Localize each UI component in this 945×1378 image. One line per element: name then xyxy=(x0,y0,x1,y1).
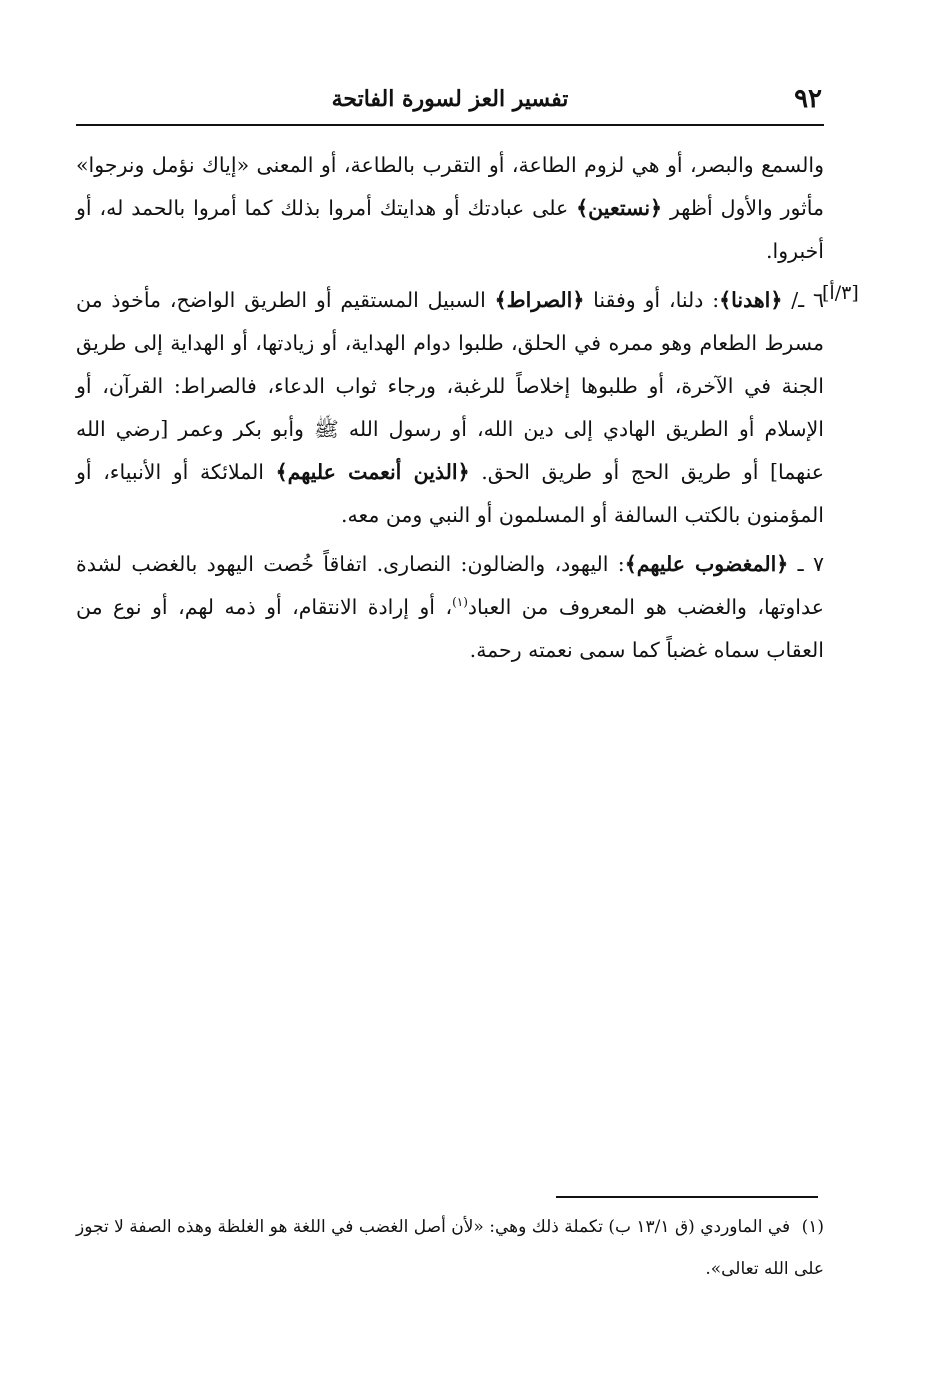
paragraph-1 xyxy=(76,144,824,273)
paragraph-text: ، أو إرادة الانتقام، أو ذمه لهم، أو نوع من العقاب سماه غضباً كما سمى نعمته رحمة. xyxy=(76,595,824,662)
paragraph-text: : دلنا، أو وفقنا xyxy=(584,288,720,312)
folio-marker: [٣/أ] xyxy=(822,282,859,304)
quran-phrase: ﴿الذين أنعمت عليهم﴾ xyxy=(275,460,470,484)
footnote-divider xyxy=(556,1196,818,1198)
quran-phrase: ﴿نستعين﴾ xyxy=(576,196,663,220)
paragraph-text: على عبادتك أو هدايتك أمروا بذلك كما أمروا بالحمد له، أو أخبروا. xyxy=(76,196,824,263)
paragraph-3-verse-7 xyxy=(76,543,824,672)
footnote-text: في الماوردي (ق ١٣/١ ب) تكملة ذلك وهي: «لأن أصل الغضب في اللغة هو الغلظة وهذه الصفة لا تجوز على الله تعالى». xyxy=(76,1217,824,1279)
page-header xyxy=(76,74,824,122)
paragraph-text: والسمع والبصر، أو هي لزوم الطاعة، أو التقرب بالطاعة، أو المعنى «إياك نؤمل ونرجوا» مأثور والأول أظهر xyxy=(76,153,824,220)
quran-phrase: ﴿اهدنا﴾ xyxy=(719,288,783,312)
verse-number: ٦ ـ/ xyxy=(782,288,824,312)
footnote xyxy=(76,1206,824,1290)
footnote-number: (١) xyxy=(801,1217,825,1237)
page-number: ٩٢ xyxy=(794,84,822,114)
quran-phrase: ﴿المغضوب عليهم﴾ xyxy=(624,552,789,576)
paragraph-text: السبيل المستقيم أو الطريق الواضح، مأخوذ من مسرط الطعام وهو ممره في الحلق، طلبوا دوام الهداية، أو زيادتها، أو الهداية إلى طريق الجنة في الآخرة، أو طلبوها إخلاصاً للرغبة، ورجاء ثواب الدعاء، فالصراط: القرآن، أو الإسلام أو الطريق الهادي إلى دين الله، أو رسول الله ﷺ وأبو بكر وعمر [رضي الله عنهما] أو طريق الحج أو طريق الحق. xyxy=(76,288,824,484)
paragraph-2-verse-6 xyxy=(76,279,824,537)
header-divider xyxy=(76,124,824,126)
paragraph-text: الملائكة أو الأنبياء، أو المؤمنون بالكتب السالفة أو المسلمون أو النبي ومن معه. xyxy=(76,460,824,527)
paragraph-text: : اليهود، والضالون: النصارى. اتفاقاً خُصت اليهود بالغضب لشدة عداوتها، والغضب هو المعروف من العباد xyxy=(76,552,824,619)
verse-number: ٧ ـ xyxy=(788,552,824,576)
main-text xyxy=(76,144,824,678)
footnote-reference[interactable]: (١) xyxy=(452,595,468,610)
running-title: تفسير العز لسورة الفاتحة xyxy=(331,86,569,112)
quran-phrase: ﴿الصراط﴾ xyxy=(494,288,585,312)
